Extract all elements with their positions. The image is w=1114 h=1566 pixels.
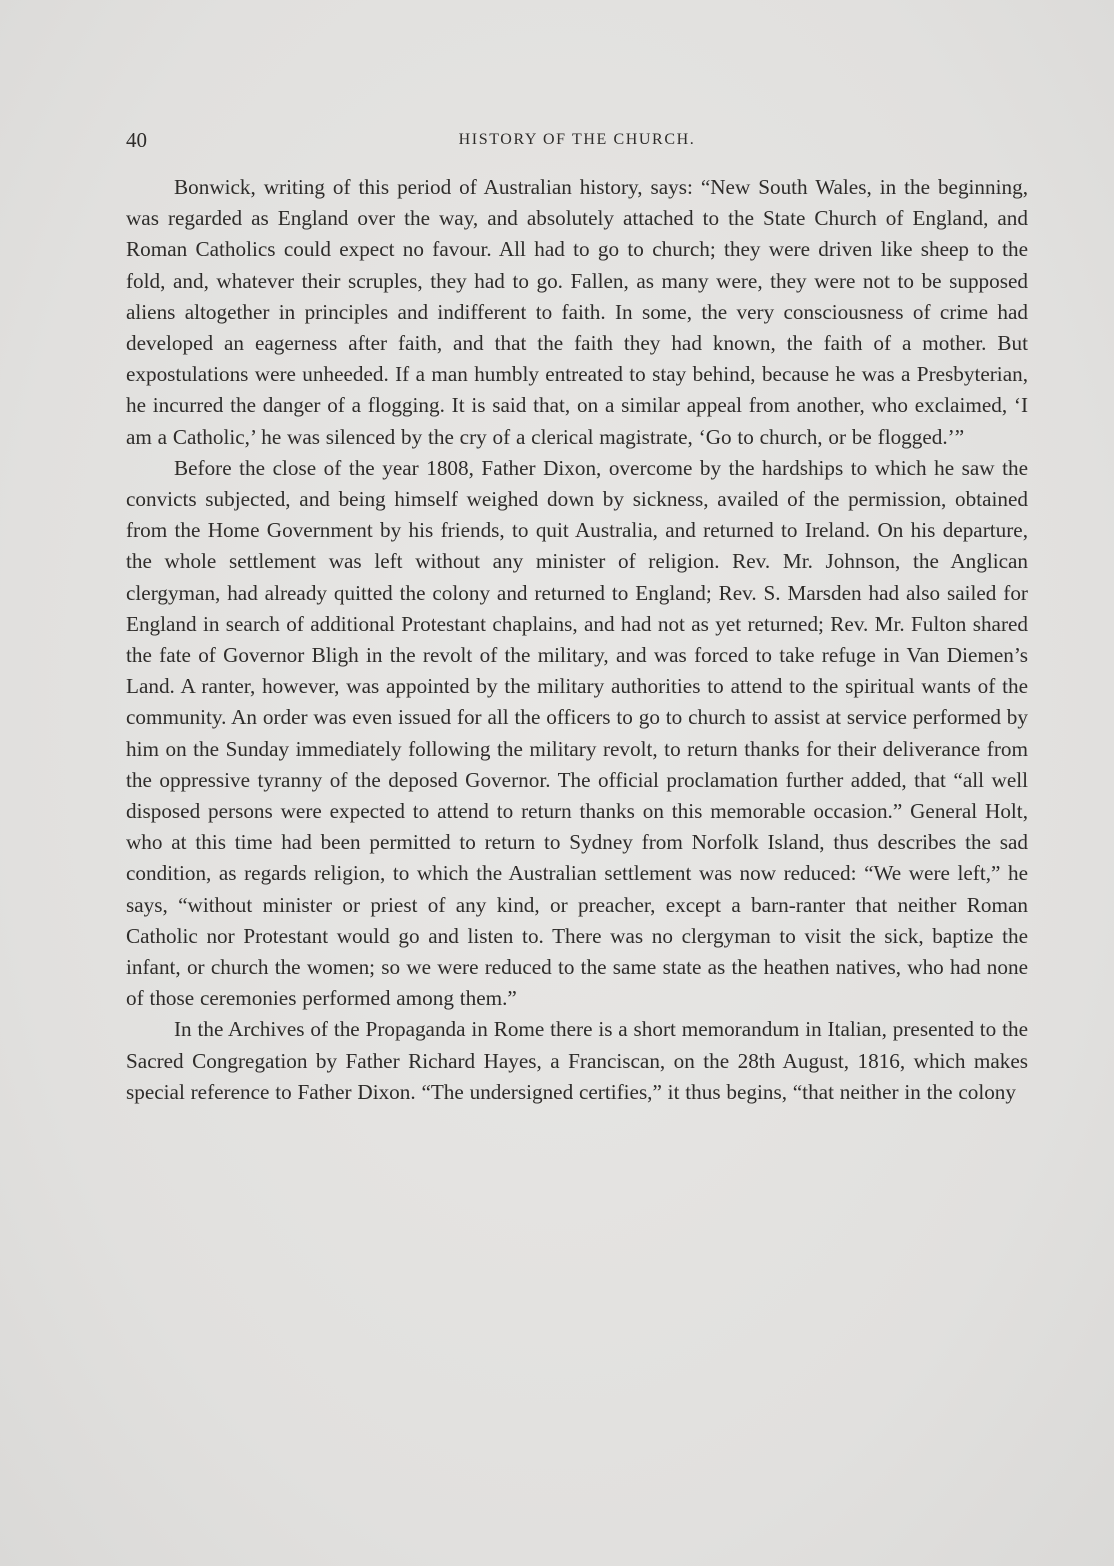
running-title: HISTORY OF THE CHURCH. [458,131,696,148]
paragraph-father-dixon-departure: Before the close of the year 1808, Father Dixon, overcome by the hardships to which he saw the convicts subjected, and being himself weighed down by sickness, availed of the permission, obtained from the Home Government by his friends, to quit Australia, and returned to Ireland. On his departure, the whole settlement was left without any minister of religion. Rev. Mr. Johnson, the Anglican clergyman, had already quitted the colony and returned to England; Rev. S. Marsden had also sailed for England in search of additional Protestant chaplains, and had not as yet returned; Rev. Mr. Fulton shared the fate of Governor Bligh in the revolt of the military, and was forced to take refuge in Van Diemen’s Land. A ranter, however, was appointed by the military authorities to attend to the spiritual wants of the community. An order was even issued for all the officers to go to church to assist at service performed by him on the Sunday immediately following the military revolt, to return thanks for their deliverance from the oppressive tyranny of the deposed Governor. The official proclamation further added, that “all well disposed persons were expected to attend to return thanks on this memorable occasion.” General Holt, who at this time had been permitted to return to Sydney from Norfolk Island, thus describes the sad condition, as regards religion, to which the Australian settlement was now reduced: “We were left,” he says, “without minister or priest of any kind, or preacher, except a barn-ranter that neither Roman Catholic nor Protestant would go and listen to. There was no clergyman to visit the sick, baptize the infant, or church the women; so we were reduced to the same state as the heathen natives, who had none of those ceremonies performed among them.” [126,455,1028,1011]
body-text [126,172,1028,1108]
paragraph-bonwick-quote: Bonwick, writing of this period of Australian history, says: “New South Wales, in the beginning, was regarded as England over the way, and absolutely attached to the State Church of England, and Roman Catholics could expect no favour. All had to go to church; they were driven like sheep to the fold, and, whatever their scruples, they had to go. Fallen, as many were, they were not to be supposed aliens altogether in principles and indifferent to faith. In some, the very consciousness of crime had developed an eagerness after faith, and that the faith they had known, the faith of a mother. But expostulations were unheeded. If a man humbly entreated to stay behind, because he was a Presbyterian, he incurred the danger of a flogging. It is said that, on a similar appeal from another, who exclaimed, ‘I am a Catholic,’ he was silenced by the cry of a clerical magistrate, ‘Go to church, or be flogged.’” [126,175,1028,449]
page-number: 40 [126,128,147,152]
paragraph-propaganda-archives: In the Archives of the Propaganda in Rome there is a short memorandum in Italian, presented to the Sacred Congregation by Father Richard Hayes, a Franciscan, on the 28th August, 1816, which makes special reference to Father Dixon. “The undersigned certifies,” it thus begins, “that neither in the colony [126,1017,1028,1104]
page-header [126,126,1028,156]
